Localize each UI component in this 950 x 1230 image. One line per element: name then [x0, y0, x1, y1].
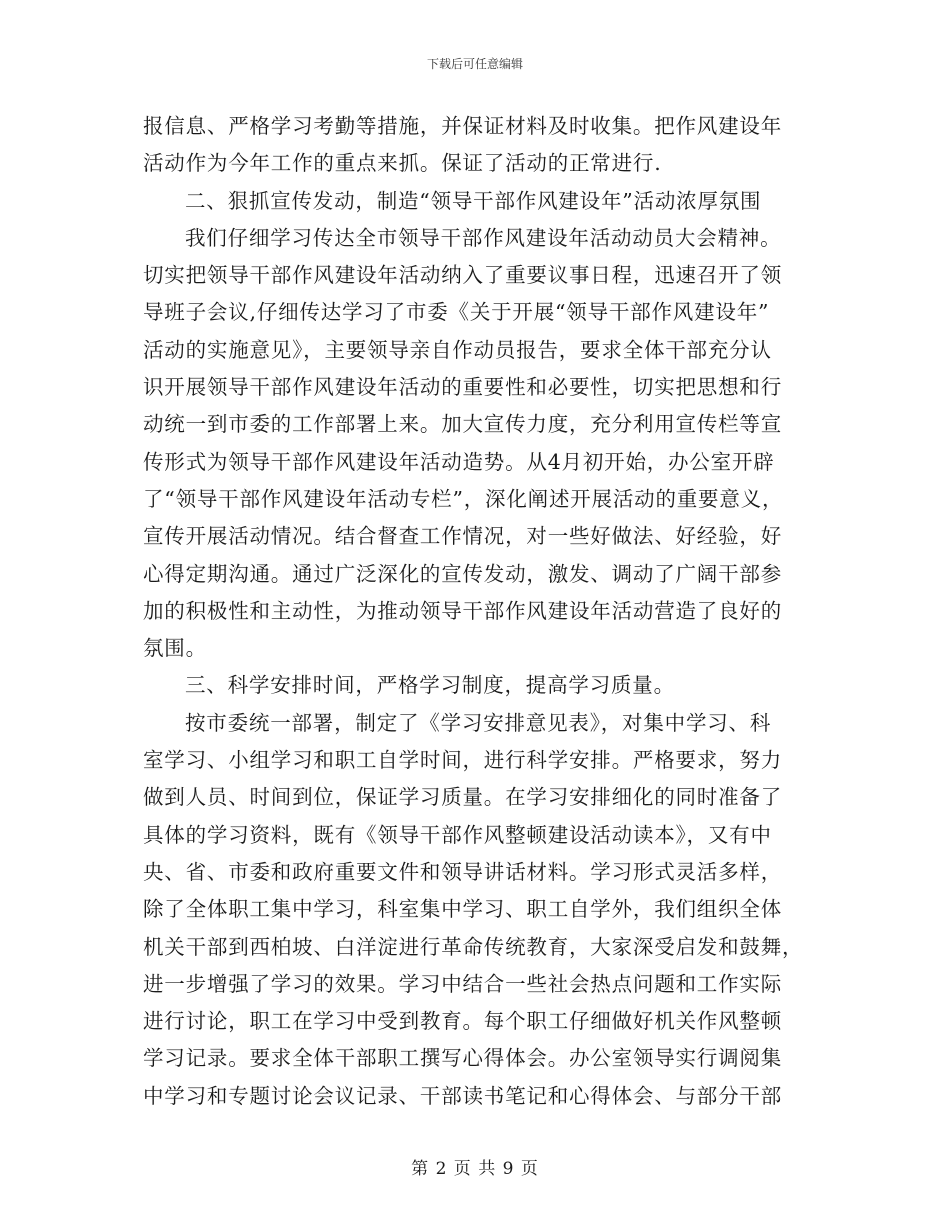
- body-line: 活动的实施意见》，主要领导亲自作动员报告，要求全体干部充分认: [143, 337, 772, 362]
- body-line: 氛围。: [143, 636, 207, 661]
- body-line: 按市委统一部署，制定了《学习安排意见表》，对集中学习、科: [185, 710, 772, 735]
- section-heading: 二、狠抓宣传发动，制造“领导干部作风建设年”活动浓厚氛围: [185, 188, 762, 213]
- body-line: 央、省、市委和政府重要文件和领导讲话材料。学习形式灵活多样，: [143, 859, 782, 884]
- body-line: 传形式为领导干部作风建设年活动造势。从4月初开始，办公室开辟: [143, 449, 775, 474]
- body-line: 宣传开展活动情况。结合督查工作情况，对一些好做法、好经验，好: [143, 524, 782, 549]
- body-line: 识开展领导干部作风建设年活动的重要性和必要性，切实把思想和行: [143, 375, 782, 400]
- body-line: 做到人员、时间到位，保证学习质量。在学习安排细化的同时准备了: [143, 785, 782, 810]
- body-line: 心得定期沟通。通过广泛深化的宣传发动，激发、调动了广阔干部参: [143, 561, 782, 586]
- body-line: 具体的学习资料，既有《领导干部作风整顿建设活动读本》，又有中: [143, 822, 772, 847]
- document-body: [143, 108, 805, 1115]
- body-line: 报信息、严格学习考勤等措施，并保证材料及时收集。把作风建设年: [143, 114, 782, 138]
- body-line: 除了全体职工集中学习，科室集中学习、职工自学外，我们组织全体: [143, 897, 782, 922]
- body-line: 动统一到市委的工作部署上来。加大宣传力度，充分利用宣传栏等宣: [143, 412, 782, 437]
- body-line: 我们仔细学习传达全市领导干部作风建设年活动动员大会精神。: [185, 225, 782, 250]
- body-line: 进行讨论，职工在学习中受到教育。每个职工仔细做好机关作风整顿: [143, 1009, 782, 1034]
- body-line: 加的积极性和主动性，为推动领导干部作风建设年活动营造了良好的: [143, 598, 782, 623]
- body-line: 了“领导干部作风建设年活动专栏”，深化阐述开展活动的重要意义，: [143, 486, 784, 511]
- section-heading: 三、科学安排时间，严格学习制度，提高学习质量。: [185, 673, 675, 698]
- page-footer: 第 2 页 共 9 页: [411, 1159, 539, 1179]
- body-line: 导班子会议,仔细传达学习了市委《关于开展“领导干部作风建设年”: [143, 300, 770, 325]
- body-line: 机关干部到西柏坡、白洋淀进行革命传统教育，大家深受启发和鼓舞，: [143, 934, 804, 959]
- body-line: 中学习和专题讨论会议记录、干部读书笔记和心得体会、与部分干部: [143, 1083, 782, 1108]
- body-line: 室学习、小组学习和职工自学时间，进行科学安排。严格要求，努力: [143, 748, 782, 773]
- body-line: 进一步增强了学习的效果。学习中结合一些社会热点问题和工作实际: [143, 971, 782, 996]
- body-line: 活动作为今年工作的重点来抓。保证了活动的正常进行.: [143, 151, 662, 176]
- body-line: 切实把领导干部作风建设年活动纳入了重要议事日程，迅速召开了领: [143, 263, 782, 288]
- page-header: 下载后可任意编辑: [426, 57, 523, 71]
- body-line: 学习记录。要求全体干部职工撰写心得体会。办公室领导实行调阅集: [143, 1046, 782, 1071]
